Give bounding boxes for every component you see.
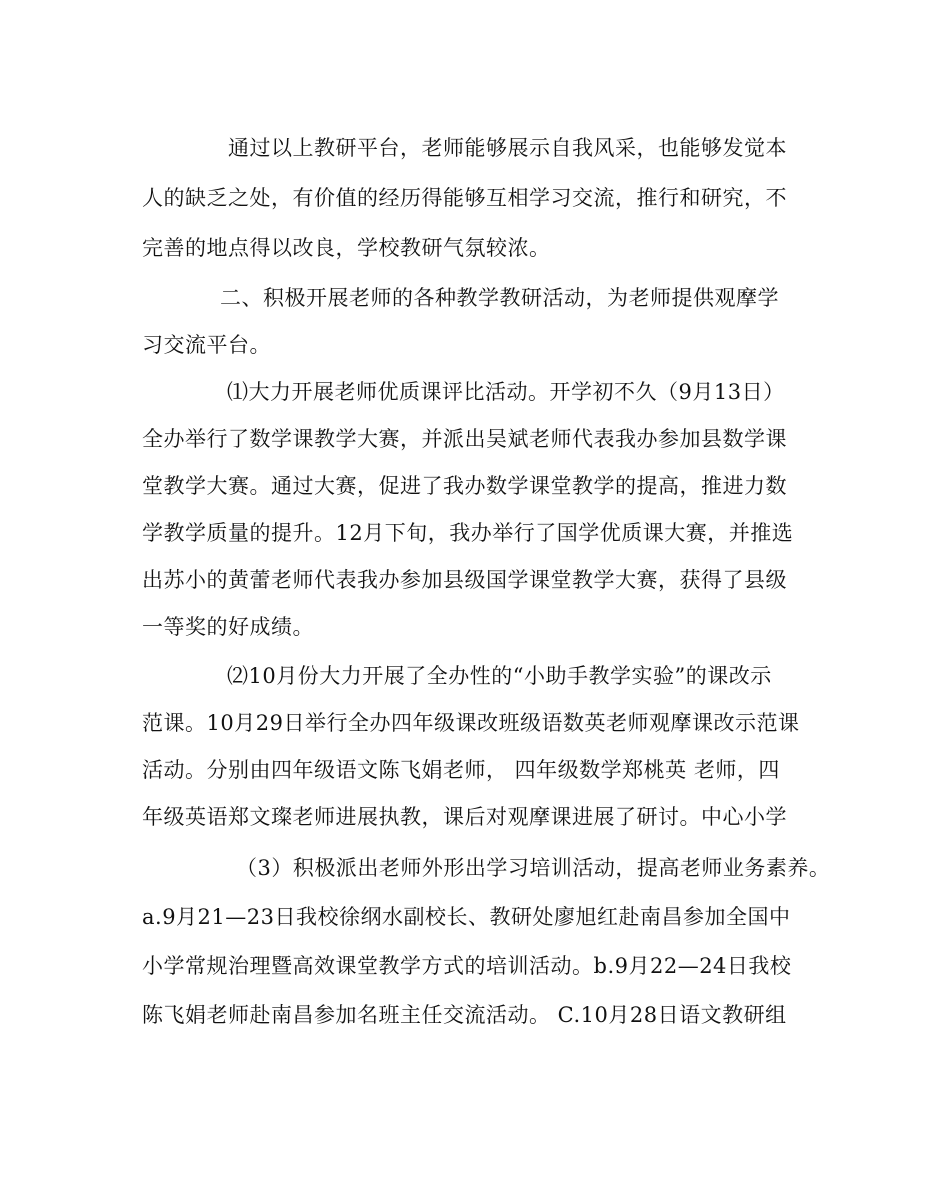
paragraph-line: 活动。分别由四年级语文陈飞娟老师， 四年级数学郑桃英 老师，四 xyxy=(142,758,780,782)
paragraph-line: 出苏小的黄蕾老师代表我办参加县级国学课堂教学大赛，获得了县级 xyxy=(142,568,787,592)
section-heading-line: 二、积极开展老师的各种教学教研活动，为老师提供观摩学 xyxy=(220,286,779,310)
paragraph-line: ⑵10月份大力开展了全办性的“小助手教学实验”的课改示 xyxy=(227,664,772,688)
paragraph-line: 学教学质量的提升。12月下旬，我办举行了国学优质课大赛，并推选 xyxy=(142,521,794,545)
paragraph-line: 一等奖的好成绩。 xyxy=(142,615,314,639)
paragraph-line: 小学常规治理暨高效课堂教学方式的培训活动。b.9月22—24日我校 xyxy=(142,954,792,978)
paragraph-line: 范课。10月29日举行全办四年级课改班级语数英老师观摩课改示范课 xyxy=(142,711,800,735)
section-heading-line: 习交流平台。 xyxy=(142,333,271,357)
paragraph-line: 完善的地点得以改良，学校教研气氛较浓。 xyxy=(142,236,551,260)
paragraph-line: ⑴大力开展老师优质课评比活动。开学初不久（9月13日） xyxy=(227,380,785,404)
paragraph-line: （3）积极派出老师外形出学习培训活动，提高老师业务素养。 xyxy=(236,856,831,880)
paragraph-line: a.9月21—23日我校徐纲水副校长、教研处廖旭红赴南昌参加全国中 xyxy=(142,905,791,929)
paragraph-line: 人的缺乏之处，有价值的经历得能够互相学习交流，推行和研究，不 xyxy=(142,186,787,210)
paragraph-line: 年级英语郑文璨老师进展执教，课后对观摩课进展了研讨。中心小学 xyxy=(142,805,787,829)
paragraph-line: 堂教学大赛。通过大赛，促进了我办数学课堂教学的提高，推进力数 xyxy=(142,474,787,498)
paragraph-line: 陈飞娟老师赴南昌参加名班主任交流活动。 C.10月28日语文教研组 xyxy=(142,1003,787,1027)
paragraph-line: 通过以上教研平台，老师能够展示自我风采，也能够发觉本 xyxy=(228,136,787,160)
paragraph-line: 全办举行了数学课教学大赛，并派出吴斌老师代表我办参加县数学课 xyxy=(142,427,787,451)
